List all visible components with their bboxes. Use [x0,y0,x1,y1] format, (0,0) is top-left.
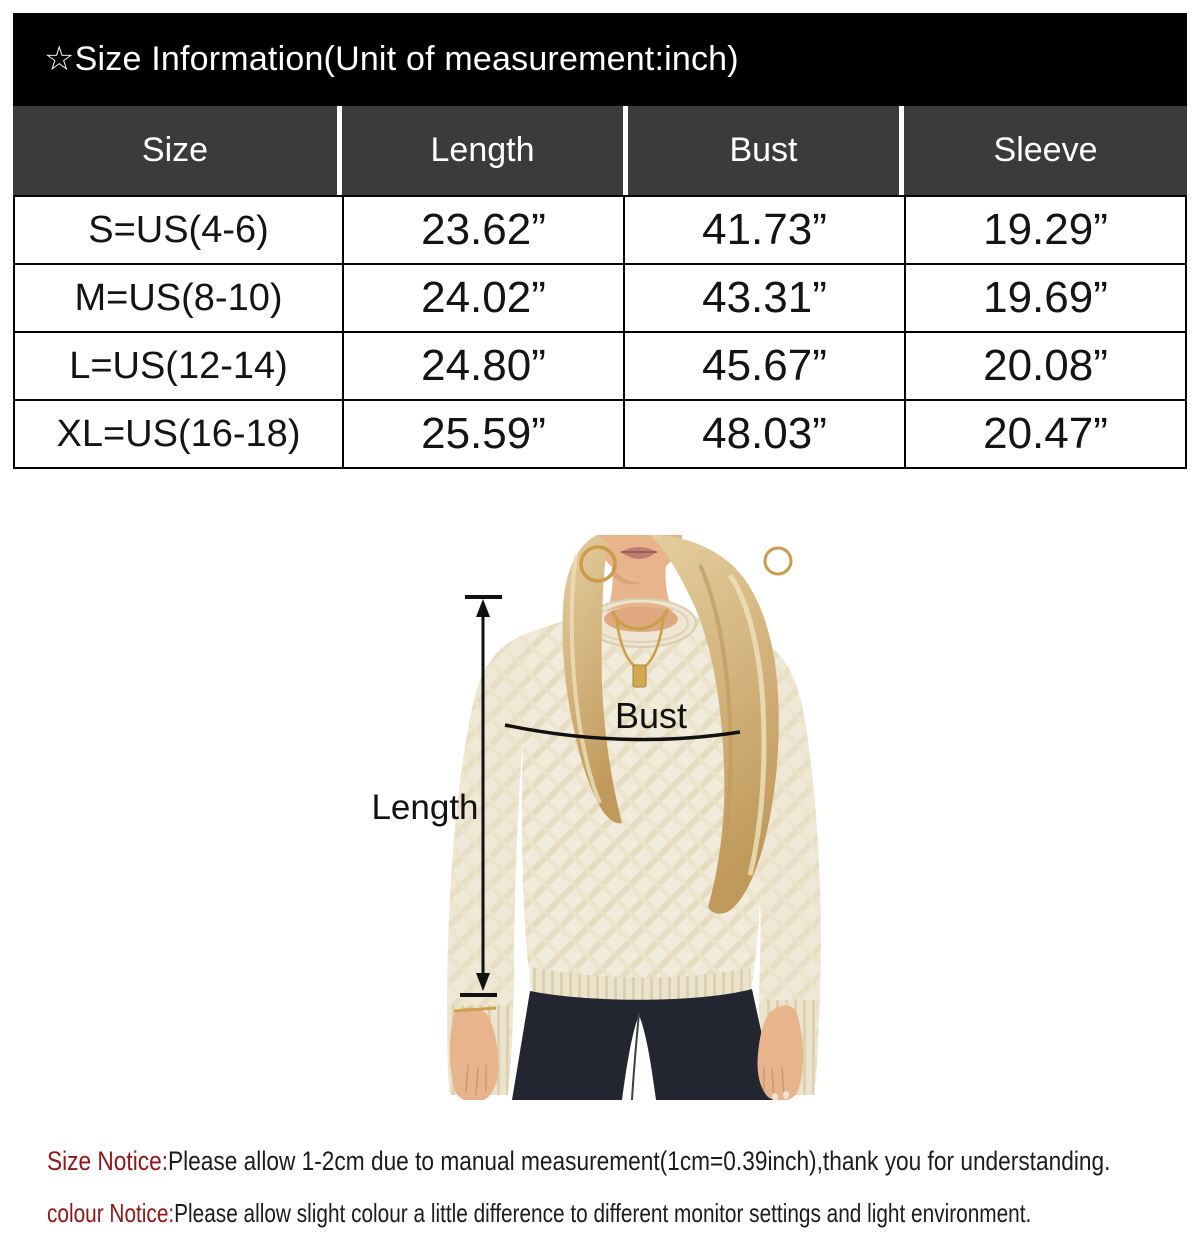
size-notice [47,1146,1110,1177]
size-cell: S=US(4-6) [14,196,343,264]
colour-notice-text: Please allow slight colour a little difference to different monitor settings and light environment. [174,1198,1032,1228]
measurement-diagram [350,535,910,1100]
colour-notice-label: colour Notice: [47,1198,175,1228]
column-header-bust: Bust [628,106,899,195]
length-label: Length [371,788,479,827]
sleeve-cell: 20.08” [905,332,1186,400]
length-cell: 24.02” [343,264,624,332]
bust-cell: 43.31” [624,264,905,332]
size-table-header [13,106,1187,195]
jeans [512,989,776,1100]
sleeve-cell: 19.29” [905,196,1186,264]
table-row [14,196,1186,264]
sleeve-cell: 20.47” [905,400,1186,468]
sleeve-cell: 19.69” [905,264,1186,332]
column-header-length: Length [342,106,623,195]
size-table [13,195,1187,469]
colour-notice [47,1198,1031,1229]
bust-label: Bust [614,695,688,736]
size-cell: M=US(8-10) [14,264,343,332]
column-header-size: Size [13,106,337,195]
column-header-sleeve: Sleeve [904,106,1187,195]
size-cell: XL=US(16-18) [14,400,343,468]
hoop-earring-right [765,548,791,574]
size-notice-text: Please allow 1-2cm due to manual measurement(1cm=0.39inch),thank you for understanding. [168,1146,1111,1176]
table-row [14,400,1186,468]
table-row [14,264,1186,332]
bust-cell: 45.67” [624,332,905,400]
bust-cell: 48.03” [624,400,905,468]
model-photo [350,535,910,1100]
length-cell: 25.59” [343,400,624,468]
size-cell: L=US(12-14) [14,332,343,400]
length-cell: 23.62” [343,196,624,264]
table-row [14,332,1186,400]
size-notice-label: Size Notice: [47,1146,169,1176]
bust-cell: 41.73” [624,196,905,264]
page-title: ☆Size Information(Unit of measurement:inch) [13,13,1187,106]
length-cell: 24.80” [343,332,624,400]
